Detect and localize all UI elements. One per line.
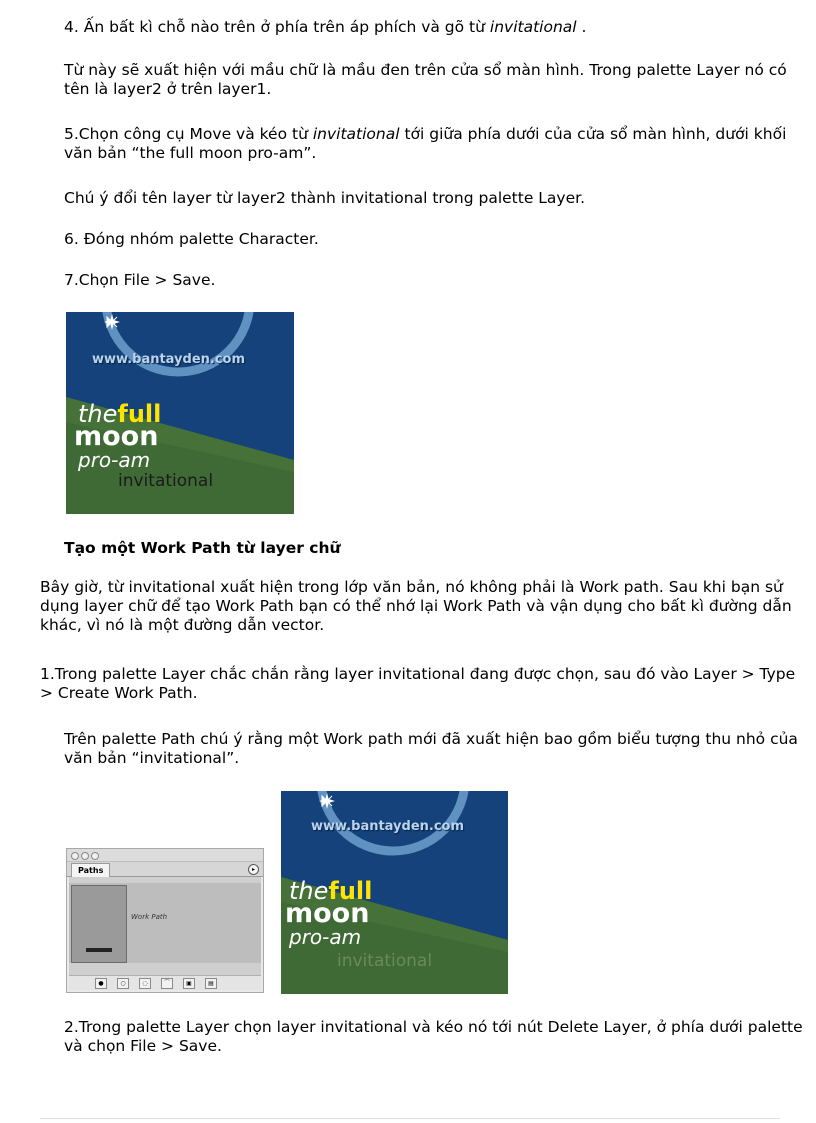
palette-zoom-dot[interactable]: [91, 852, 99, 860]
make-path-icon[interactable]: ⌒: [161, 978, 173, 989]
palette-tabs: [67, 862, 263, 877]
poster-1-full: full: [117, 400, 162, 428]
step-4-text: 4. Ấn bất kì chỗ nào trên ở phía trên áp phích và gõ từ: [64, 18, 490, 36]
step-1-paragraph: 1.Trong palette Layer chắc chắn rằng layer invitational đang được chọn, sau đó vào Layer > Type > Create Work Path.: [40, 665, 796, 702]
poster-2-moon: moon: [285, 898, 370, 929]
invitational-thumbnail-mark: [86, 948, 112, 952]
step-2-paragraph: 2.Trong palette Layer chọn layer invitational và kéo nó tới nút Delete Layer, ở phía dưới palette và chọn File > Save.: [64, 1018, 803, 1055]
tab-paths[interactable]: Paths: [71, 863, 110, 877]
rename-layer-paragraph: Chú ý đổi tên layer từ layer2 thành invitational trong palette Layer.: [64, 189, 586, 207]
poster-2-proam: pro-am: [289, 925, 362, 949]
stroke-path-icon[interactable]: ○: [117, 978, 129, 989]
layer2-paragraph: Từ này sẽ xuất hiện với mầu chữ là mầu đen trên cửa sổ màn hình. Trong palette Layer nó có tên là layer2 ở trên layer1.: [64, 61, 787, 98]
load-selection-icon[interactable]: ◌: [139, 978, 151, 989]
palette-menu-icon[interactable]: ▸: [248, 864, 259, 875]
poster-image-1: [66, 312, 294, 514]
palette-titlebar: [67, 849, 263, 862]
trash-icon[interactable]: ▤: [205, 978, 217, 989]
intro-paragraph: Bây giờ, từ invitational xuất hiện trong lớp văn bản, nó không phải là Work path. Sau khi bạn sử dụng layer chữ để tạo Work Path bạn có thể nhớ lại Work Path và vận dụng cho bất kì đường dẫn khác, vì nó là một đường dẫn vector.: [40, 578, 792, 634]
fill-path-icon[interactable]: ●: [95, 978, 107, 989]
step-4-paragraph: [64, 18, 810, 37]
work-path-label: Work Path: [131, 913, 168, 921]
step-7-paragraph: 7.Chọn File > Save.: [64, 271, 216, 289]
poster-1-proam: pro-am: [78, 448, 151, 472]
palette-close-dot[interactable]: [71, 852, 79, 860]
poster-2-invitational-path: invitational: [337, 951, 433, 971]
page-footer-rule: [40, 1118, 780, 1119]
poster-2-url: www.bantayden.com: [311, 819, 465, 834]
step-4-text-end: .: [576, 18, 587, 36]
section-heading: Tạo một Work Path từ layer chữ: [64, 539, 341, 557]
step-5-text-end: tới giữa phía dưới của cửa sổ màn hình, dưới khối văn bản “the full moon pro-am”.: [64, 125, 787, 162]
step-5-text: 5.Chọn công cụ Move và kéo từ: [64, 125, 313, 143]
poster-1-the: the: [78, 400, 118, 428]
work-path-thumbnail: [71, 885, 127, 963]
poster-1-invitational: invitational: [118, 471, 214, 491]
poster-2-the: the: [289, 877, 329, 905]
work-path-row[interactable]: [69, 883, 261, 963]
poster-2-full: full: [328, 877, 373, 905]
step-4-italic: invitational: [489, 18, 577, 36]
palette-body: [69, 877, 261, 975]
poster-image-2: [281, 791, 508, 994]
palette-footer: [69, 975, 261, 990]
step-5-italic: invitational: [312, 125, 400, 143]
step-6-paragraph: 6. Đóng nhóm palette Character.: [64, 230, 319, 248]
poster-1-moon: moon: [74, 421, 159, 452]
paths-note-paragraph: Trên palette Path chú ý rằng một Work path mới đã xuất hiện bao gồm biểu tượng thu nhỏ của văn bản “invitational”.: [64, 730, 798, 767]
step-5-paragraph: [64, 125, 810, 163]
new-path-icon[interactable]: ▣: [183, 978, 195, 989]
palette-minimize-dot[interactable]: [81, 852, 89, 860]
paths-palette: [66, 848, 264, 993]
poster-1-url: www.bantayden.com: [92, 352, 246, 367]
